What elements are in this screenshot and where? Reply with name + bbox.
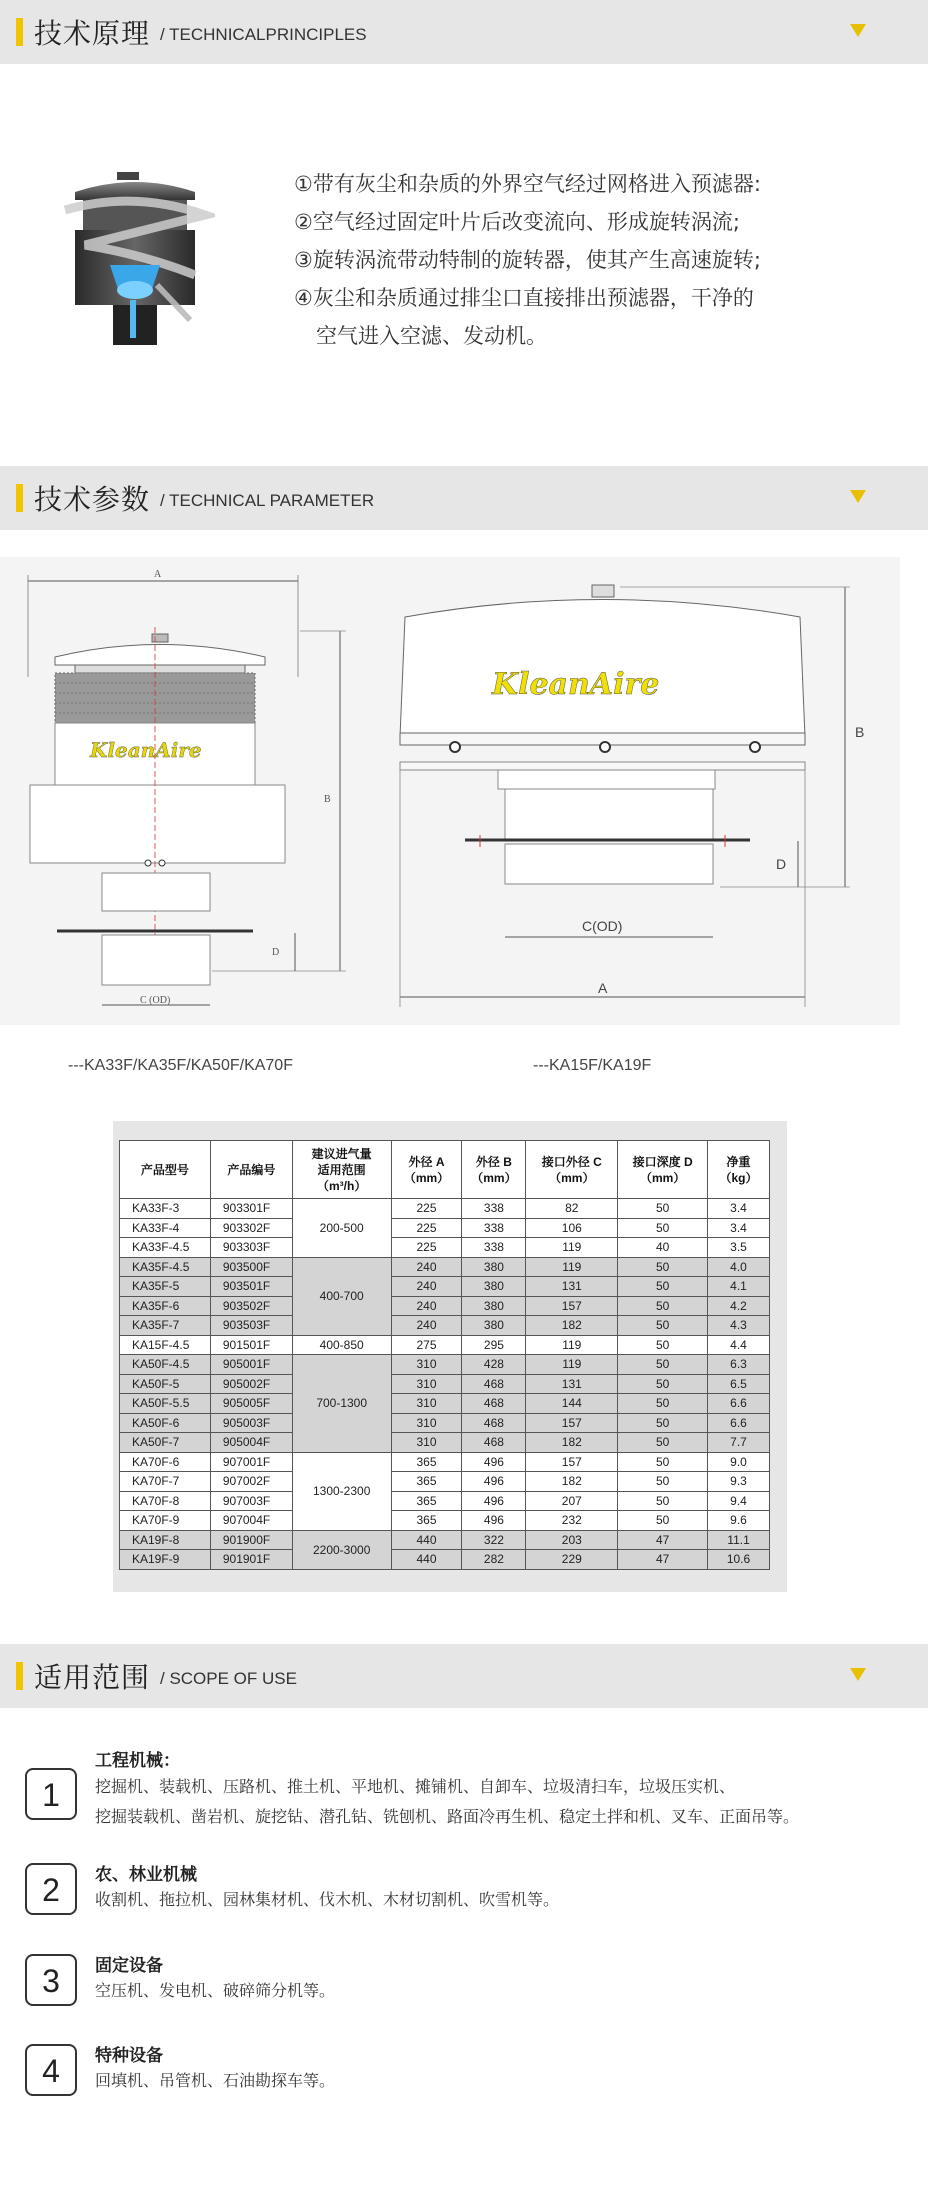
cell-port-c: 157 — [526, 1413, 618, 1433]
cell-depth-d: 50 — [618, 1491, 708, 1511]
cell-port-c: 182 — [526, 1433, 618, 1453]
scope-desc-line: 挖掘机、装载机、压路机、推土机、平地机、摊铺机、自卸车、垃圾清扫车，垃圾压实机、 — [95, 1777, 736, 1796]
cell-weight: 9.3 — [708, 1472, 770, 1492]
cell-outer-b: 496 — [462, 1472, 526, 1492]
col-header-c-line1: 接口外径 C — [541, 1154, 602, 1169]
cell-port-c: 144 — [526, 1394, 618, 1414]
parameter-table — [119, 1140, 770, 1570]
table-body — [120, 1199, 770, 1570]
cell-code: 907001F — [210, 1452, 292, 1472]
section-header-scope — [0, 1644, 928, 1708]
cell-outer-b: 338 — [462, 1199, 526, 1219]
cell-outer-a: 310 — [391, 1394, 462, 1414]
cell-outer-a: 365 — [391, 1472, 462, 1492]
cell-code: 905005F — [210, 1394, 292, 1414]
table-row — [120, 1433, 770, 1453]
dim-c-left: C (OD) — [140, 995, 171, 1006]
cell-code: 903303F — [210, 1238, 292, 1258]
cell-depth-d: 50 — [618, 1257, 708, 1277]
section-accent — [16, 18, 23, 46]
scope-title: 固定设备 — [95, 1956, 163, 1976]
cell-port-c: 182 — [526, 1472, 618, 1492]
cell-outer-b: 468 — [462, 1394, 526, 1414]
cell-model: KA19F-8 — [120, 1530, 211, 1550]
scope-number-badge: 3 — [25, 1954, 77, 2006]
cell-depth-d: 40 — [618, 1238, 708, 1258]
cell-model: KA33F-4 — [120, 1218, 211, 1238]
cell-airflow-range: 2200-3000 — [292, 1530, 391, 1569]
cell-weight: 4.0 — [708, 1257, 770, 1277]
cell-port-c: 119 — [526, 1355, 618, 1375]
table-row — [120, 1530, 770, 1550]
col-header-b — [462, 1141, 526, 1199]
cell-outer-b: 496 — [462, 1452, 526, 1472]
table-row — [120, 1296, 770, 1316]
col-header-model: 产品型号 — [120, 1141, 211, 1199]
col-header-a — [391, 1141, 462, 1199]
cell-weight: 3.5 — [708, 1238, 770, 1258]
drawing-ka15-ka19 — [380, 557, 900, 1025]
cell-outer-b: 295 — [462, 1335, 526, 1355]
cell-weight: 4.4 — [708, 1335, 770, 1355]
cell-depth-d: 50 — [618, 1472, 708, 1492]
cell-model: KA35F-7 — [120, 1316, 211, 1336]
principle-line-4: ④灰尘和杂质通过排尘口直接排出预滤器，干净的 — [294, 286, 754, 310]
cell-code: 905001F — [210, 1355, 292, 1375]
section-title-en: / TECHNICAL PARAMETER — [160, 491, 375, 510]
cell-code: 903301F — [210, 1199, 292, 1219]
cell-weight: 3.4 — [708, 1218, 770, 1238]
cell-weight: 9.6 — [708, 1511, 770, 1531]
brand-logo-left: KleanAire — [90, 738, 202, 762]
cell-port-c: 207 — [526, 1491, 618, 1511]
col-header-c — [526, 1141, 618, 1199]
cell-code: 903302F — [210, 1218, 292, 1238]
cell-depth-d: 50 — [618, 1413, 708, 1433]
cell-outer-a: 240 — [391, 1257, 462, 1277]
scope-title: 工程机械： — [95, 1751, 180, 1771]
cell-code: 907002F — [210, 1472, 292, 1492]
cell-model: KA50F-5.5 — [120, 1394, 211, 1414]
cell-model: KA70F-7 — [120, 1472, 211, 1492]
cell-airflow-range: 400-850 — [292, 1335, 391, 1355]
cell-model: KA33F-3 — [120, 1199, 211, 1219]
col-header-range-line2: 适用范围 — [317, 1162, 366, 1177]
table-row — [120, 1257, 770, 1277]
cell-outer-b: 428 — [462, 1355, 526, 1375]
section-title-cn: 适用范围 — [34, 1661, 151, 1694]
cell-depth-d: 50 — [618, 1394, 708, 1414]
col-header-d — [618, 1141, 708, 1199]
principle-line-2: ②空气经过固定叶片后改变流向、形成旋转涡流; — [294, 210, 740, 234]
cell-port-c: 131 — [526, 1374, 618, 1394]
col-header-a-line1: 外径 A — [408, 1154, 445, 1169]
section-header-parameter — [0, 466, 928, 530]
cell-outer-b: 338 — [462, 1218, 526, 1238]
cell-port-c: 182 — [526, 1316, 618, 1336]
scope-desc-line: 收割机、拖拉机、园林集材机、伐木机、木材切割机、吹雪机等。 — [95, 1890, 560, 1909]
table-row — [120, 1394, 770, 1414]
col-header-range-line1: 建议进气量 — [311, 1146, 372, 1161]
section-title-cn: 技术原理 — [34, 17, 151, 50]
cell-depth-d: 50 — [618, 1296, 708, 1316]
cell-outer-b: 338 — [462, 1238, 526, 1258]
table-row — [120, 1472, 770, 1492]
cell-outer-b: 496 — [462, 1511, 526, 1531]
cell-model: KA70F-8 — [120, 1491, 211, 1511]
cell-outer-a: 365 — [391, 1452, 462, 1472]
cell-outer-a: 225 — [391, 1218, 462, 1238]
cell-code: 905003F — [210, 1413, 292, 1433]
cell-weight: 4.1 — [708, 1277, 770, 1297]
cell-outer-b: 380 — [462, 1296, 526, 1316]
cell-port-c: 157 — [526, 1452, 618, 1472]
cell-port-c: 119 — [526, 1238, 618, 1258]
cell-port-c: 131 — [526, 1277, 618, 1297]
cell-code: 903502F — [210, 1296, 292, 1316]
col-header-code: 产品编号 — [210, 1141, 292, 1199]
table-row — [120, 1277, 770, 1297]
col-header-weight — [708, 1141, 770, 1199]
table-row — [120, 1413, 770, 1433]
cell-port-c: 203 — [526, 1530, 618, 1550]
cell-port-c: 229 — [526, 1550, 618, 1570]
cell-depth-d: 50 — [618, 1452, 708, 1472]
cell-model: KA50F-7 — [120, 1433, 211, 1453]
cell-airflow-range: 400-700 — [292, 1257, 391, 1335]
cell-depth-d: 50 — [618, 1199, 708, 1219]
scope-desc-line: 回填机、吊管机、石油勘探车等。 — [95, 2071, 336, 2090]
principle-line-5: 空气进入空滤、发动机。 — [316, 324, 547, 348]
scope-desc-line: 空压机、发电机、破碎筛分机等。 — [95, 1981, 336, 2000]
collapse-triangle-icon[interactable] — [850, 24, 866, 37]
cell-outer-b: 322 — [462, 1530, 526, 1550]
cell-outer-a: 310 — [391, 1355, 462, 1375]
cell-outer-a: 240 — [391, 1316, 462, 1336]
cell-outer-b: 380 — [462, 1277, 526, 1297]
cell-code: 905002F — [210, 1374, 292, 1394]
col-header-b-line1: 外径 B — [475, 1154, 512, 1169]
cell-outer-a: 440 — [391, 1550, 462, 1570]
cell-outer-b: 496 — [462, 1491, 526, 1511]
table-row — [120, 1550, 770, 1570]
dim-b-left: B — [324, 794, 331, 805]
dim-a-right: A — [598, 980, 608, 996]
cell-code: 903501F — [210, 1277, 292, 1297]
cell-depth-d: 47 — [618, 1530, 708, 1550]
cell-port-c: 119 — [526, 1335, 618, 1355]
cell-weight: 10.6 — [708, 1550, 770, 1570]
scope-desc-line: 挖掘装载机、凿岩机、旋挖钻、潜孔钻、铣刨机、路面冷再生机、稳定土拌和机、叉车、正面吊等。 — [95, 1807, 800, 1826]
col-header-d-line1: 接口深度 D — [632, 1154, 693, 1169]
cell-model: KA19F-9 — [120, 1550, 211, 1570]
scope-number-badge: 1 — [25, 1768, 77, 1820]
cell-airflow-range: 700-1300 — [292, 1355, 391, 1453]
section-title-en: / SCOPE OF USE — [160, 1669, 297, 1688]
cell-port-c: 119 — [526, 1257, 618, 1277]
table-row — [120, 1238, 770, 1258]
table-row — [120, 1452, 770, 1472]
cell-outer-b: 282 — [462, 1550, 526, 1570]
cell-port-c: 82 — [526, 1199, 618, 1219]
cell-airflow-range: 1300-2300 — [292, 1452, 391, 1530]
cell-depth-d: 50 — [618, 1433, 708, 1453]
cell-outer-a: 440 — [391, 1530, 462, 1550]
cell-port-c: 106 — [526, 1218, 618, 1238]
cell-outer-b: 468 — [462, 1413, 526, 1433]
cell-outer-b: 468 — [462, 1433, 526, 1453]
dim-a-left: A — [154, 569, 162, 580]
section-title-en: / TECHNICALPRINCIPLES — [160, 25, 367, 44]
scope-number-badge: 4 — [25, 2044, 77, 2096]
cell-outer-a: 240 — [391, 1277, 462, 1297]
cell-weight: 4.2 — [708, 1296, 770, 1316]
cell-code: 901901F — [210, 1550, 292, 1570]
collapse-triangle-icon[interactable] — [850, 1668, 866, 1681]
cell-outer-a: 310 — [391, 1433, 462, 1453]
cell-outer-a: 225 — [391, 1238, 462, 1258]
cell-model: KA15F-4.5 — [120, 1335, 211, 1355]
col-header-weight-line1: 净重 — [726, 1154, 751, 1169]
cell-model: KA50F-6 — [120, 1413, 211, 1433]
cell-outer-a: 365 — [391, 1491, 462, 1511]
cell-code: 905004F — [210, 1433, 292, 1453]
cell-outer-a: 365 — [391, 1511, 462, 1531]
cell-code: 907004F — [210, 1511, 292, 1531]
cell-weight: 4.3 — [708, 1316, 770, 1336]
cell-airflow-range: 200-500 — [292, 1199, 391, 1258]
cell-model: KA70F-6 — [120, 1452, 211, 1472]
scope-title: 特种设备 — [95, 2046, 163, 2066]
section-accent — [16, 484, 23, 512]
cell-weight: 9.0 — [708, 1452, 770, 1472]
cell-outer-a: 225 — [391, 1199, 462, 1219]
model-label-right: ---KA15F/KA19F — [533, 1057, 652, 1074]
cell-model: KA35F-4.5 — [120, 1257, 211, 1277]
model-label-left: ---KA33F/KA35F/KA50F/KA70F — [68, 1057, 293, 1074]
cell-model: KA50F-5 — [120, 1374, 211, 1394]
cell-depth-d: 50 — [618, 1218, 708, 1238]
cell-code: 903500F — [210, 1257, 292, 1277]
principle-line-3: ③旋转涡流带动特制的旋转器，使其产生高速旋转; — [294, 248, 761, 272]
cell-depth-d: 47 — [618, 1550, 708, 1570]
col-header-weight-line2: （kg） — [719, 1170, 758, 1185]
cell-code: 903503F — [210, 1316, 292, 1336]
cell-model: KA33F-4.5 — [120, 1238, 211, 1258]
cell-weight: 11.1 — [708, 1530, 770, 1550]
table-row — [120, 1374, 770, 1394]
table-row — [120, 1335, 770, 1355]
table-row — [120, 1491, 770, 1511]
cell-weight: 3.4 — [708, 1199, 770, 1219]
principle-line-1: ①带有灰尘和杂质的外界空气经过网格进入预滤器: — [294, 172, 761, 196]
col-header-b-line2: （mm） — [471, 1170, 517, 1185]
cell-port-c: 157 — [526, 1296, 618, 1316]
cell-outer-b: 380 — [462, 1257, 526, 1277]
cell-model: KA50F-4.5 — [120, 1355, 211, 1375]
cell-outer-b: 380 — [462, 1316, 526, 1336]
cell-weight: 7.7 — [708, 1433, 770, 1453]
scope-title: 农、林业机械 — [95, 1865, 197, 1885]
cell-outer-a: 240 — [391, 1296, 462, 1316]
cell-model: KA70F-9 — [120, 1511, 211, 1531]
cell-outer-a: 310 — [391, 1374, 462, 1394]
cell-weight: 6.6 — [708, 1394, 770, 1414]
collapse-triangle-icon[interactable] — [850, 490, 866, 503]
cell-outer-a: 310 — [391, 1413, 462, 1433]
cell-port-c: 232 — [526, 1511, 618, 1531]
cell-outer-a: 275 — [391, 1335, 462, 1355]
dim-c-right: C(OD) — [582, 918, 623, 934]
table-row — [120, 1199, 770, 1219]
dim-b-right: B — [855, 724, 865, 740]
col-header-c-line2: （mm） — [549, 1170, 595, 1185]
scope-number-badge: 2 — [25, 1863, 77, 1915]
cell-weight: 6.3 — [708, 1355, 770, 1375]
section-title-cn: 技术参数 — [34, 483, 151, 516]
parameter-table-panel — [113, 1121, 787, 1592]
col-header-range-line3: （m³/h） — [317, 1178, 367, 1193]
cell-depth-d: 50 — [618, 1335, 708, 1355]
dim-d-left: D — [272, 947, 280, 958]
col-header-d-line2: （mm） — [639, 1170, 686, 1185]
cell-depth-d: 50 — [618, 1277, 708, 1297]
cell-weight: 9.4 — [708, 1491, 770, 1511]
brand-logo-right: KleanAire — [492, 667, 660, 702]
cell-depth-d: 50 — [618, 1355, 708, 1375]
cell-code: 901900F — [210, 1530, 292, 1550]
table-row — [120, 1316, 770, 1336]
col-header-range — [292, 1141, 391, 1199]
section-header-principle — [0, 0, 928, 64]
drawing-ka33-ka70 — [0, 557, 360, 1025]
table-header-row — [120, 1141, 770, 1199]
section-accent — [16, 1662, 23, 1690]
cell-depth-d: 50 — [618, 1316, 708, 1336]
cell-outer-b: 468 — [462, 1374, 526, 1394]
table-row — [120, 1218, 770, 1238]
cell-code: 901501F — [210, 1335, 292, 1355]
dimension-drawings — [0, 557, 900, 1025]
cell-depth-d: 50 — [618, 1374, 708, 1394]
dim-d-right: D — [776, 856, 787, 872]
cell-model: KA35F-6 — [120, 1296, 211, 1316]
col-header-a-line2: （mm） — [403, 1170, 450, 1185]
pre-filter-cutaway-image — [55, 170, 215, 350]
table-row — [120, 1511, 770, 1531]
cell-weight: 6.6 — [708, 1413, 770, 1433]
cell-code: 907003F — [210, 1491, 292, 1511]
cell-model: KA35F-5 — [120, 1277, 211, 1297]
cell-weight: 6.5 — [708, 1374, 770, 1394]
cell-depth-d: 50 — [618, 1511, 708, 1531]
table-row — [120, 1355, 770, 1375]
